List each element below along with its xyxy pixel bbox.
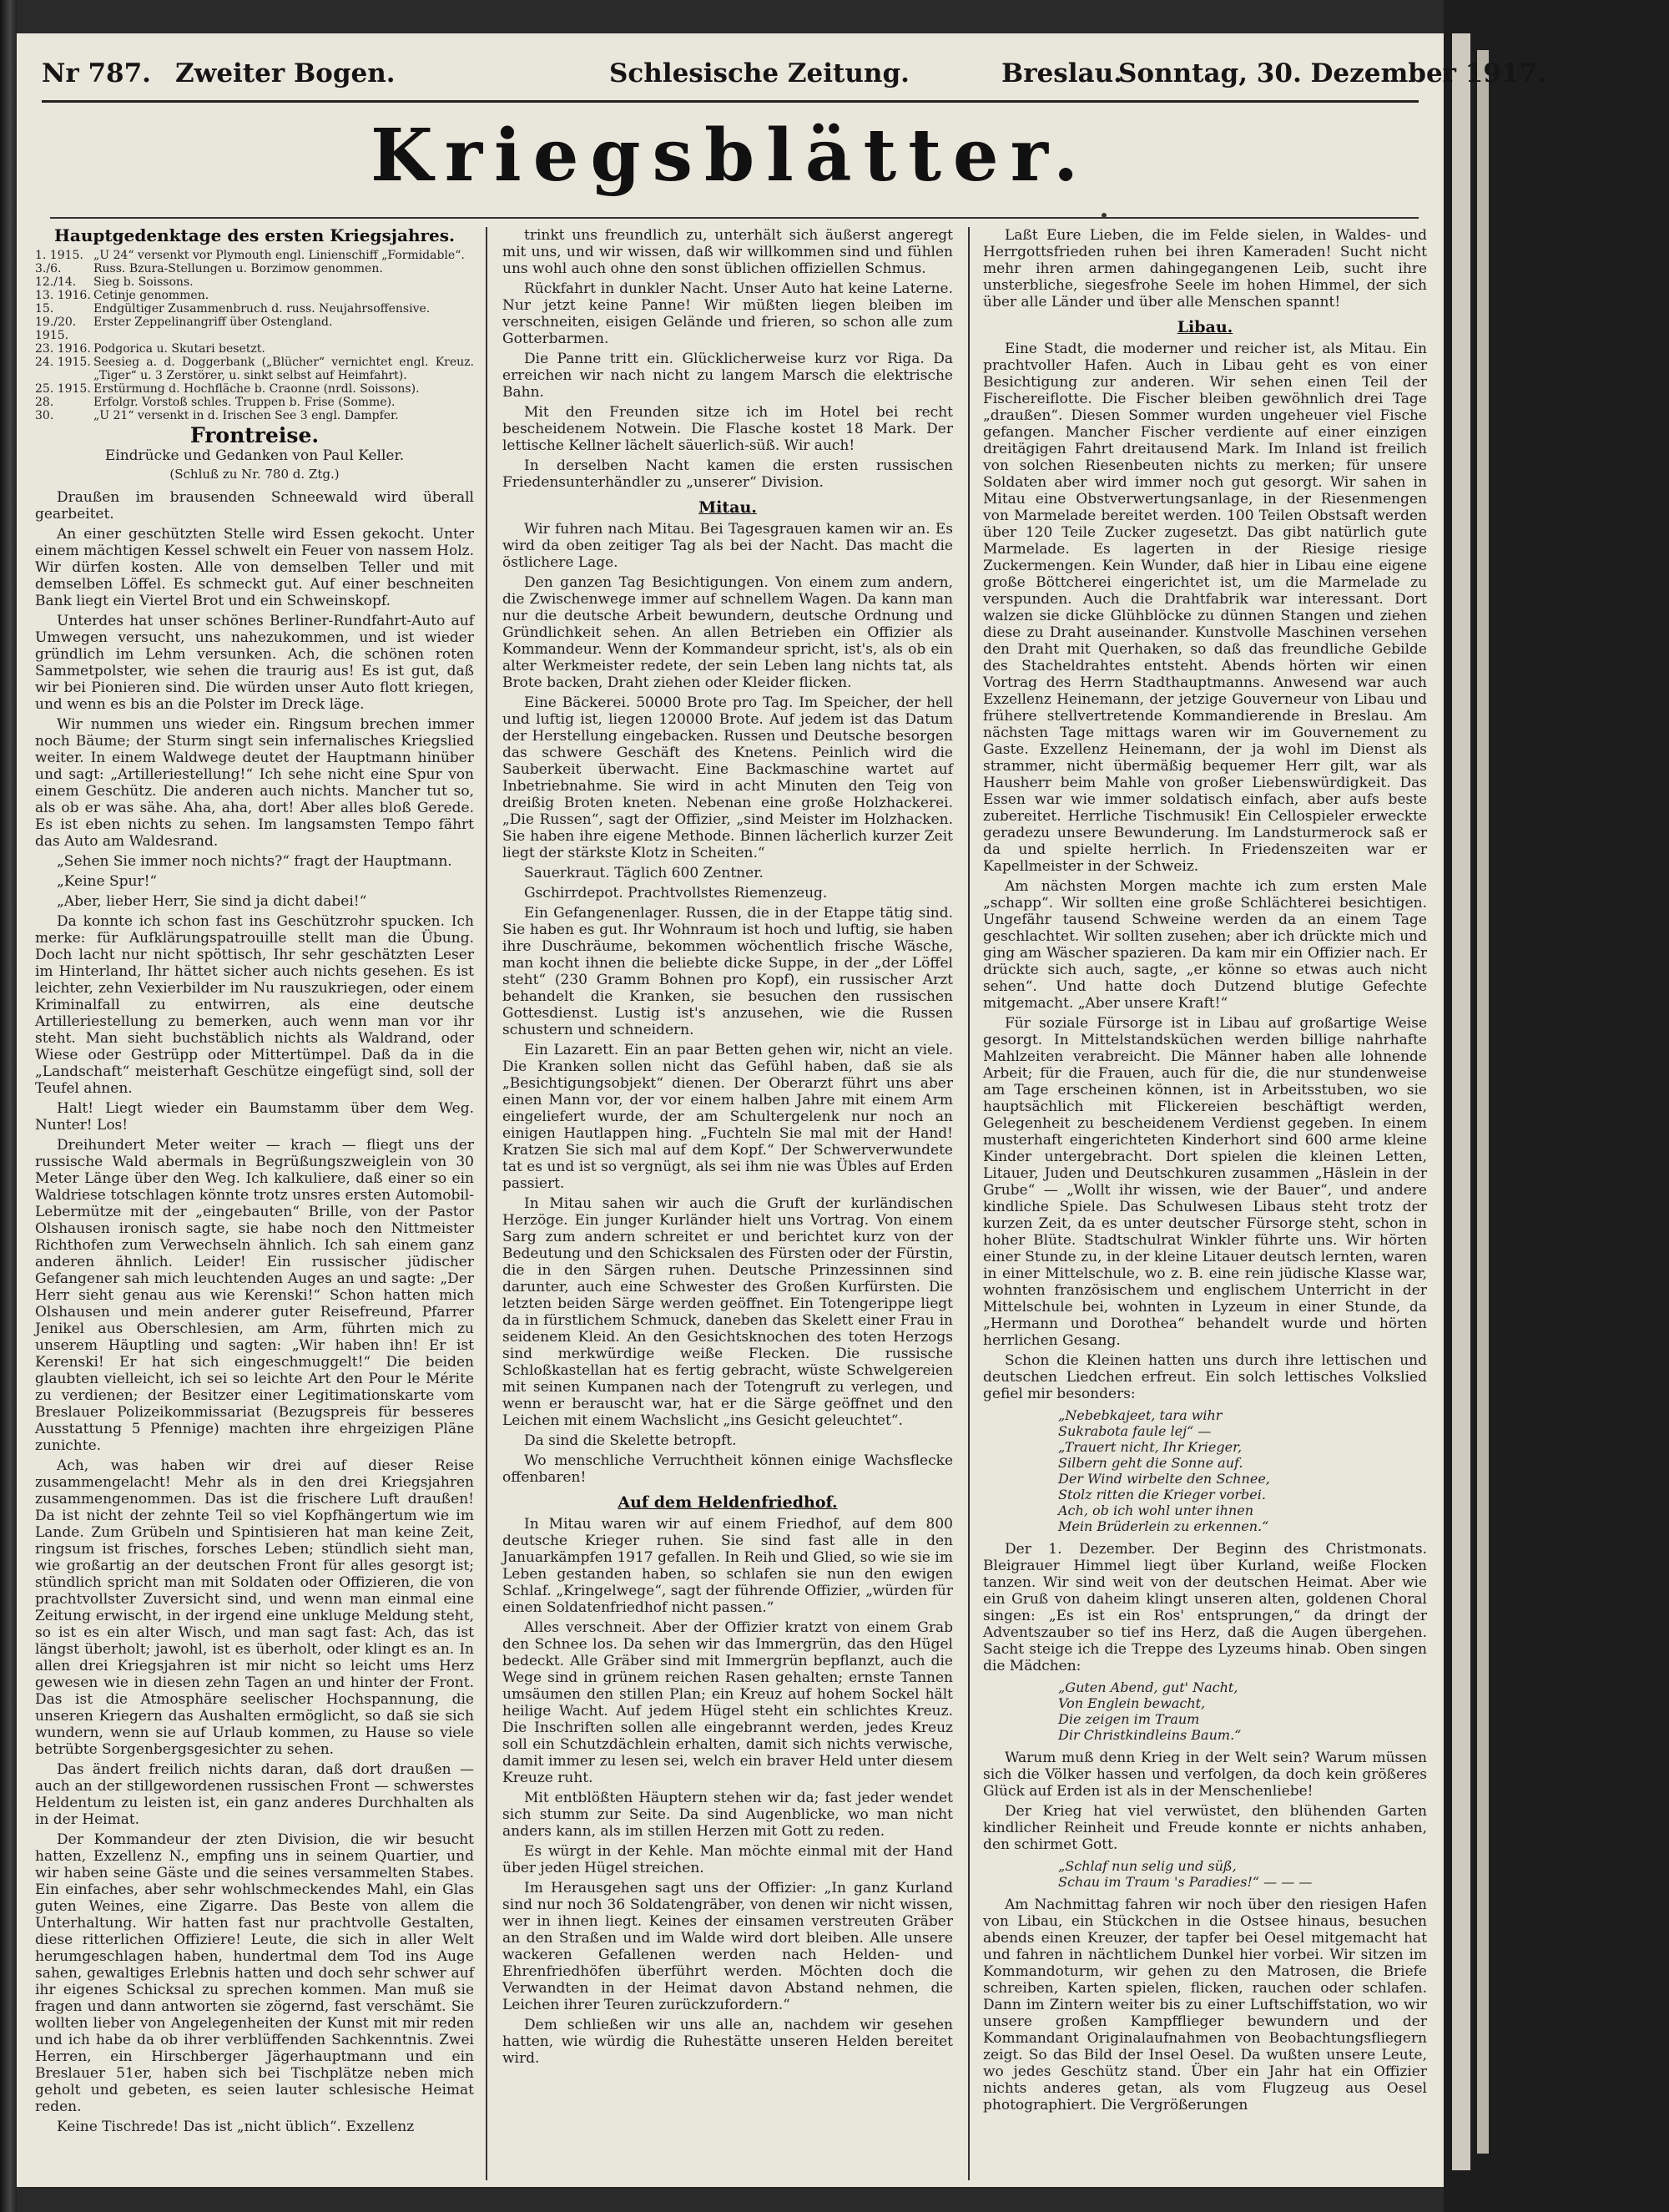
masthead	[42, 40, 1546, 103]
paragraph: Gschirrdepot. Prachtvollstes Riemenzeug.	[524, 885, 828, 901]
paragraph: trinkt uns freundlich zu, unterhält sich äußerst angeregt mit uns, und wir wissen, daß wir willkommen sind und fühlen uns wohl auch ohne den sonst üblichen offiziellen Schmus.	[502, 227, 953, 277]
libau-body	[983, 341, 1427, 1402]
paragraph: Der Krieg hat viel verwüstet, den blühenden Garten kindlicher Reinheit und Freude konnte er nichts anhaben, den schirmet Gott.	[983, 1803, 1427, 1853]
chronicle-row	[35, 342, 474, 356]
paragraph: Am Nachmittag fahren wir noch über den riesigen Hafen von Libau, ein Stückchen in die Ostsee hinaus, besuchen abends einen Kreuzer, der tapfer bei Oesel mitgemacht hat und fahren in nächtlichem Dunkel hier vorbei. Wir sitzen im Kommandoturm, wir gehen zu den Matrosen, die Briefe schreiben, Karten spielen, flicken, rauchen oder schlafen. Dann im Zintern weiter bis zu einer Luftschiffstation, wo wir unsere großen Kampfflieger bewundern und der Kommandant Originalaufnahmen von Beobachtungsfliegern zeigt. So das Bild der Insel Oesel. Da wußten unsere Leute, wo jedes Geschütz stand. Über ein Jahr hat ein Offizier nichts anderes getan, als vom Flugzeug aus Oesel photographiert. Die Vergrößerungen	[983, 1896, 1427, 2114]
chronicle-list	[35, 249, 474, 422]
chronicle-date: 13. 1916.	[35, 289, 91, 302]
paragraph: Laßt Eure Lieben, die im Felde sielen, in Waldes- und Herrgottsfrieden ruhen bei ihren Kameraden! Sucht nicht mehr ihren armen dahingegangenen Leib, sucht ihre unsterbliche, siegesfrohe Seele im hohen Himmel, der sich über alle Länder und über alle Menschen spannt!	[983, 227, 1427, 311]
column-1	[35, 227, 474, 2180]
chronicle-row	[35, 382, 474, 396]
chronicle-date: 23. 1916.	[35, 342, 91, 356]
paragraph: Den ganzen Tag Besichtigungen. Von einem zum andern, die Zwischenwege immer auf schnellem Wagen. Da kann man nur die deutsche Arbeit bewundern, deutsche Ordnung und Gründlichkeit sehen. An allen Betrieben ein Offizier als Kommandeur. Wenn der Kommandeur spricht, ist's, als ob ein alter Werkmeister redete, der sein Leben lang nichts tat, als Brote backen, Draht ziehen oder Kleider flicken.	[502, 574, 953, 691]
article-byline: Eindrücke und Gedanken von Paul Keller.	[104, 447, 405, 464]
chronicle-text: Erfolgr. Vorstoß schles. Truppen b. Frise (Somme).	[93, 396, 396, 409]
paragraph: Wo menschliche Verruchtheit können einige Wachsflecke offenbaren!	[502, 1452, 953, 1486]
chronicle-date: 19./20. 1915.	[35, 316, 77, 342]
chronicle-date: 15.	[35, 302, 54, 316]
chronicle-date: 30.	[35, 409, 54, 422]
paragraph: „Keine Spur!“	[57, 873, 158, 890]
chronicle-row	[35, 396, 474, 409]
paragraph: Eine Stadt, die moderner und reicher ist, als Mitau. Ein prachtvoller Hafen. Auch in Libau geht es von einer Besichtigung zur anderen. Wir sehen einen Teil der Fischereiflotte. Die Fischer bleiben gewöhnlich drei Tage „draußen“. Diesen Sommer wurden ungeheuer viel Fische gefangen. Mancher Fischer verdiente auf einer einzigen dreitägigen Fahrt dreitausend Mark. Im Inland ist freilich von solchen Riesenbeuten nichts zu merken; für unsere Soldaten aber wird immer noch gut gesorgt. Wir sahen in Mitau eine Obstverwertungsanlage, in der Riesenmengen von Marmelade bereitet werden. 100 Teilen Obstsaft werden über 120 Teile Zucker zugesetzt. Das gibt natürlich gute Marmelade. Es lagerten in der Riesige riesige Zuckermengen. Kein Wunder, daß hier in Libau eine eigene große Böttcherei eingerichtet ist, um die Marmelade zu verspunden. Auch die Drahtfabrik war interessant. Dort walzen sie dicke Glühblöcke zu dünnen Stangen und ziehen diese zu Draht auseinander. Kunstvolle Maschinen versehen den Draht mit Querhaken, so daß das freundliche Gebilde des Stacheldrahtes entsteht. Abends hörten wir einen Vortrag des Herrn Stadthauptmanns. Anwesend war auch Exzellenz Heinemann, der jetzige Gouverneur von Libau und frühere stellvertretende Kommandierende in Breslau. Am nächsten Tage mittags waren wir im Gouvernement zu Gaste. Exzellenz Heinemann, der ja wohl im Dienst als strammer, nicht übermäßig bequemer Herr gilt, war als Hausherr beim Mahle von großer Liebenswürdigkeit. Das Essen war wie immer soldatisch einfach, aber aufs beste zubereitet. Herrliche Tischmusik! Ein Cellospieler erweckte geradezu unsere Bewunderung. Im Landsturmerock saß er da und spielte herrlich. In Friedenszeiten war er Kapellmeister in der Schweiz.	[983, 341, 1427, 875]
libau-december	[983, 1541, 1427, 1674]
paragraph: „Sehen Sie immer noch nichts?“ fragt der Hauptmann.	[57, 853, 452, 870]
chronicle-text: „U 24“ versenkt vor Plymouth engl. Linienschiff „Formidable“.	[93, 249, 465, 262]
chronicle-text: Erstürmung d. Hochfläche b. Craonne (nrdl. Soissons).	[93, 382, 420, 396]
paragraph: Dreihundert Meter weiter — krach — fliegt uns der russische Wald abermals in Begrüßungszweiglein von 30 Meter Länge über den Weg. Ich kalkuliere, daß einer so ein Waldriese totschlagen könnte trotz unsres ersten Automobil-Lebermütze mit der „eingebauten“ Brille, von der Pastor Olshausen ironisch sagte, sie habe noch den Nittmeister Richthofen zum Verwechseln ähnlich. Ich sah einem ganz anderen ähnlich. Leider! Ein russischer jüdischer Gefangener sah mich leuchtenden Auges an und sagte: „Der Herr sieht genau aus wie Kerenski!“ Schon hatten mich Olshausen und mein anderer guter Reisefreund, Pfarrer Jenikel aus Oberschlesien, am Arm, führten mich zu unserem Häuptling und sagten: „Wir haben ihn! Er ist Kerenski! Er hat sich eingeschmuggelt!“ Die beiden glaubten vielleicht, ich sei so leichte Art den Pour le Mérite zu verdienen; der Besitzer einer Legitimationskarte vom Breslauer Polizeikommissariat (Bezugspreis für besseres Ausstattung 5 Pfennige) machten ihre ehrgeizigen Pläne zunichte.	[35, 1137, 474, 1454]
book-binding	[0, 0, 17, 2212]
sheet-label: Zweiter Bogen.	[175, 58, 396, 88]
mitau-heading: Mitau.	[698, 498, 757, 517]
section-title: Kriegsblätter.	[370, 114, 1091, 198]
libau-closing	[983, 1896, 1427, 2114]
chronicle-text: Russ. Bzura-Stellungen u. Borzimow genommen.	[93, 262, 383, 275]
column-3-intro	[983, 227, 1427, 311]
chronicle-text: Cetinje genommen.	[93, 289, 209, 302]
chronicle-date: 1. 1915.	[35, 249, 83, 262]
paragraph: Mit den Freunden sitze ich im Hotel bei recht bescheidenem Notwein. Die Flasche kostet 18 Mark. Der lettische Kellner lächelt säuerlich-süß. Wir auch!	[502, 404, 953, 454]
paragraph: Im Herausgehen sagt uns der Offizier: „In ganz Kurland sind nur noch 36 Soldatengräber, von denen wir nicht wissen, wer in ihnen liegt. Keines der einsamen verstreuten Gräber an den Straßen und im Walde wird dort bleiben. Alle unsere wackeren Gefallenen werden nach Helden- und Ehrenfriedhöfen überführt werden. Möchten doch die Verwandten in der Heimat davon Abstand nehmen, die Leichen ihrer Teuren zurückzufordern.“	[502, 1880, 953, 2013]
chronicle-text: Sieg b. Soissons.	[93, 275, 194, 289]
heldenfriedhof-body	[502, 1516, 953, 2067]
paragraph: An einer geschützten Stelle wird Essen gekocht. Unter einem mächtigen Kessel schwelt ein Feuer von nassem Holz. Wir dürfen kosten. Alle von demselben Teller und mit demselben Löffel. Es schmeckt gut. Auf einer beschneiten Bank liegt ein Viertel Brot und ein Schweinskopf.	[35, 526, 474, 609]
paragraph: Am nächsten Morgen machte ich zum ersten Male „schapp“. Wir sollten eine große Schlächterei besichtigen. Ungefähr tausend Schweine werden da an einem Tage geschlachtet. Wir sollten zusehen; aber ich drückte mich und ging am Wäscher spazieren. Da kam mir ein Offizier nach. Er drückte sich auch, sagte, „er könne so etwas auch nicht sehen“. Und hatte doch Dutzend blutige Gefechte mitgemacht. „Aber unsere Kraft!“	[983, 878, 1427, 1012]
paragraph: Für soziale Fürsorge ist in Libau auf großartige Weise gesorgt. In Mittelstandsküchen werden billige nahrhafte Mahlzeiten verabreicht. Die Männer haben alle lohnende Arbeit; für die Frauen, auch für die, die nur stundenweise am Tage erscheinen können, ist in Arbeitsstuben, wo sie hauptsächlich mit Flickereien beschäftigt werden, Gelegenheit zu bescheidenem Verdienst gegeben. In einem musterhaft eingerichteten Kinderhort sind 600 arme kleine Kinder untergebracht. Dort spielen die kleinen Letten, Litauer, Juden und Deutschkuren zusammen „Häslein in der Grube“ — „Wollt ihr wissen, wie der Bauer“, und andere kindliche Spiele. Das Schulwesen Libaus steht trotz der kurzen Zeit, da es unter deutscher Fürsorge steht, schon in hoher Blüte. Stadtschulrat Winkler führte uns. Wir hörten einer Stunde zu, in der kleine Litauer deutsch lernten, waren in einer Mittelschule, wo z. B. eine rein jüdische Klasse war, wohnten französischem und englischem Unterricht in der Mittelschule bei, wohnten in Lyzeum in einer Stunde, da „Hermann und Dorothea“ behandelt wurde und hörten herrlichen Gesang.	[983, 1015, 1427, 1349]
poem-line: Ach, ob ich wohl unter ihnen	[1058, 1502, 1253, 1518]
chronicle-date: 25. 1915.	[35, 382, 91, 396]
column-3	[983, 227, 1427, 2180]
paragraph: Da sind die Skelette betropft.	[524, 1432, 737, 1449]
paragraph: Keine Tischrede! Das ist „nicht üblich“. Exzellenz	[57, 2119, 415, 2135]
column-rule	[486, 227, 487, 2180]
libau-reflection	[983, 1750, 1427, 1853]
poem-line: „Guten Abend, gut' Nacht,	[1058, 1679, 1238, 1695]
paragraph: In derselben Nacht kamen die ersten russischen Friedensunterhändler zu „unserer“ Division.	[502, 457, 953, 491]
poem-line: Der Wind wirbelte den Schnee,	[1058, 1471, 1270, 1487]
issue-number: Nr 787.	[42, 58, 151, 88]
chronicle-date: 3./6.	[35, 262, 62, 275]
paragraph: Ein Gefangenenlager. Russen, die in der Etappe tätig sind. Sie haben es gut. Ihr Wohnraum ist hoch und luftig, sie haben ihre Duschräume, bekommen wöchentlich frische Wäsche, man kocht ihnen die beliebte dicke Suppe, in der „der Löffel steht“ (230 Gramm Bohnen pro Kopf), ein russischer Arzt behandelt die Kranken, sie besuchen den russischen Gottesdienst. Lustig ist's anzusehen, wie die Russen schustern und schneidern.	[502, 905, 953, 1038]
poem-line: Die zeigen im Traum	[1058, 1711, 1200, 1727]
chronicle-row	[35, 316, 474, 342]
chronicle-row	[35, 275, 474, 289]
paragraph: Mit entblößten Häuptern stehen wir da; fast jeder wendet sich stumm zur Seite. Da sind Augenblicke, wo man nicht anders kann, als im stillen Herzen mit Gott zu reden.	[502, 1790, 953, 1840]
poem-line: Sukrabota faule lej“ —	[1058, 1423, 1212, 1439]
paragraph: Draußen im brausenden Schneewald wird überall gearbeitet.	[35, 489, 474, 523]
heldenfriedhof-heading: Auf dem Heldenfriedhof.	[618, 1493, 838, 1512]
poem-line: Dir Christkindleins Baum.“	[1058, 1727, 1242, 1743]
chronicle-date: 24. 1915.	[35, 356, 91, 369]
poem-lullaby	[1058, 1679, 1427, 1743]
chronicle-row	[35, 356, 474, 382]
paragraph: Unterdes hat unser schönes Berliner-Rundfahrt-Auto auf Umwegen versucht, uns nahezukommen, und ist wieder gründlich im Lehm versunken. Ach, die schönen roten Sammetpolster, wie sehen die traurig aus! Es ist gut, daß wir bei Pionieren sind. Die würden unser Auto flott kriegen, und wenn es bis an die Polster im Dreck läge.	[35, 613, 474, 713]
page-edge	[1452, 33, 1470, 2170]
poem-line: Mein Brüderlein zu erkennen.“	[1058, 1518, 1269, 1534]
chronicle-date: 28.	[35, 396, 54, 409]
poem-line: Schau im Traum 's Paradies!“ — — —	[1058, 1874, 1313, 1890]
poem-line: Silbern geht die Sonne auf.	[1058, 1455, 1243, 1471]
column-1-body	[35, 489, 474, 2135]
chronicle-text: Podgorica u. Skutari besetzt.	[93, 342, 265, 356]
poem-line: Von Englein bewacht,	[1058, 1695, 1206, 1711]
issue-date: Sonntag, 30. Dezember 1917.	[1118, 58, 1546, 88]
chronicle-row	[35, 262, 474, 275]
paragraph: Wir nummen uns wieder ein. Ringsum brechen immer noch Bäume; der Sturm singt sein infernalisches Kriegslied weiter. In einem Waldwege deutet der Hauptmann hinüber und sagt: „Artilleriestellung!“ Ich sehe nicht eine Spur von einem Geschütz. Die anderen auch nichts. Mancher tut so, als ob er was sähe. Aha, aha, dort! Aber alles bloß Gerede. Es ist eben nichts zu sehen. Im langsamsten Tempo fährt das Auto am Waldesrand.	[35, 716, 474, 850]
poem-line: „Trauert nicht, Ihr Krieger,	[1058, 1439, 1243, 1455]
libau-heading: Libau.	[1177, 318, 1233, 336]
paragraph: Warum muß denn Krieg in der Welt sein? Warum müssen sich die Völker hassen und verfolgen, da doch kein größeres Glück auf Erden ist als in der Menschenliebe!	[983, 1750, 1427, 1800]
article-heading: Frontreise.	[189, 423, 320, 447]
chronicle-date: 12./14.	[35, 275, 77, 289]
paragraph: Es würgt in der Kehle. Man möchte einmal mit der Hand über jeden Hügel streichen.	[502, 1843, 953, 1876]
paragraph: Der 1. Dezember. Der Beginn des Christmonats. Bleigrauer Himmel liegt über Kurland, weiße Flocken tanzen. Wir sind weit von der deutschen Heimat. Aber wie ein Gruß von daheim klingt unseren alten, goldenen Choral singen: „Es ist ein Ros' entsprungen,“ da dringt der Adventszauber so tief ins Herz, daß die Augen übergehen. Sacht steige ich die Treppe des Lyzeums hinab. Oben singen die Mädchen:	[983, 1541, 1427, 1674]
chronicle-text: „U 21“ versenkt in d. Irischen See 3 engl. Dampfer.	[93, 409, 399, 422]
chronicle-row	[35, 409, 474, 422]
title-rule	[50, 217, 1419, 219]
chronicle-text: Seesieg a. d. Doggerbank („Blücher“ vernichtet engl. Kreuz. „Tiger“ u. 3 Zerstörer, u. sinkt selbst auf Heimfahrt).	[93, 356, 474, 382]
chronicle-row	[35, 289, 474, 302]
newspaper-name: Schlesische Zeitung.	[609, 58, 910, 88]
paragraph: Da konnte ich schon fast ins Geschützrohr spucken. Ich merke: für Aufklärungspatrouille stellt man die Übung. Doch lacht nur nicht spöttisch, Ihr sehr geschätzten Leser im Hinterland, Ihr hättet sicher auch nichts gesehen. Es ist leichter, zehn Vexierbilder im Nu rauszukriegen, oder einem Kriminalfall zu entwirren, als eine deutsche Artilleriestellung zu bemerken, auch wenn man vor ihr steht. Man sieht buchstäblich nichts als Waldrand, oder Wiese oder Gestrüpp oder Mittertümpel. Daß da in die „Landschaft“ meisterhaft Geschütze eingefügt sind, soll der Teufel ahnen.	[35, 913, 474, 1097]
paragraph: Ein Lazarett. Ein an paar Betten gehen wir, nicht an viele. Die Kranken sollen nicht das Gefühl haben, daß sie als „Besichtigungsobjekt“ dienen. Der Oberarzt führt uns aber einen Mann vor, der vor einem halben Jahre mit einem Arm eingeliefert wurde, der am Schultergelenk nur noch an einigen Hautlappen hing. „Fuchteln Sie mal mit der Hand! Kratzen Sie sich mal auf dem Kopf.“ Der Schwerverwundete tat es und ist so vergnügt, als sei ihm nie was Übles auf Erden passiert.	[502, 1042, 953, 1192]
chronicle-row	[35, 249, 474, 262]
poem-closing	[1058, 1858, 1427, 1890]
paragraph: In Mitau sahen wir auch die Gruft der kurländischen Herzöge. Ein junger Kurländer hielt uns Vortrag. Von einem Sarg zum andern schreitet er und berichtet kurz von der Bedeutung und den Schicksalen des Fürsten oder der Fürstin, die in den Särgen ruhen. Deutsche Prinzessinnen sind darunter, auch eine Schwester des Großen Kurfürsten. Die letzten beiden Särge werden geöffnet. Ein Totengerippe liegt da in fürstlichem Schmuck, daneben das Skelett einer Frau in seidenem Kleid. An den Gesichtsknochen des toten Herzogs sind merkwürdige weiße Flecken. Die russische Schloßkastellan hat es fertig gebracht, wüste Schwelgereien mit seinen Kumpanen nach der Totengruft zu verlegen, und wenn er berauscht war, hat er die Särge geöffnet und den Leichen mit einem Wachslicht „ins Gesicht geleuchtet“.	[502, 1195, 953, 1429]
paragraph: „Aber, lieber Herr, Sie sind ja dicht dabei!“	[57, 893, 367, 910]
newspaper-page	[17, 33, 1546, 2187]
chronicle-text: Erster Zeppelinangriff über Ostengland.	[93, 316, 333, 329]
place: Breslau.	[1001, 58, 1122, 88]
paragraph: Das ändert freilich nichts daran, daß dort draußen — auch an der stillgewordenen russischen Front — schwerstes Heldentum zu leisten ist, ein ganz anderes Durchhalten als in der Heimat.	[35, 1761, 474, 1828]
paragraph: Schon die Kleinen hatten uns durch ihre lettischen und deutschen Liedchen erfreut. Ein solch lettisches Volkslied gefiel mir besonders:	[983, 1352, 1427, 1402]
poem-lettish	[1058, 1407, 1427, 1534]
chronicle-text: Endgültiger Zusammenbruch d. russ. Neujahrsoffensive.	[93, 302, 431, 316]
page-edge-inner	[1477, 50, 1489, 2154]
paragraph: Rückfahrt in dunkler Nacht. Unser Auto hat keine Laterne. Nur jetzt keine Panne! Wir müßten liegen bleiben im verschneiten, eisigen Gelände und frieren, so schon alle zum Gotterbarmen.	[502, 280, 953, 347]
article-note: (Schluß zu Nr. 780 d. Ztg.)	[169, 467, 340, 482]
column-rule	[968, 227, 970, 2180]
mitau-body	[502, 521, 953, 1486]
chronicle-heading: Hauptgedenktage des ersten Kriegsjahres.	[54, 225, 455, 245]
paragraph: Alles verschneit. Aber der Offizier kratzt von einem Grab den Schnee los. Da sehen wir das Immergrün, das den Hügel bedeckt. Alle Gräber sind mit Immergrün bepflanzt, auch die Wege sind in grünem reichen Rasen gehalten; ernste Tannen umsäumen den stillen Plan; ein Kreuz auf hohem Sockel hält heilige Wacht. Auf jedem Hügel steht ein schlichtes Kreuz. Die Inschriften sollen alle eingebrannt werden, jedes Kreuz soll ein Schutzdächlein erhalten, damit sich nichts verwische, damit immer zu lesen sei, welch ein braver Held unter diesem Kreuze ruht.	[502, 1619, 953, 1786]
column-2-body	[502, 227, 953, 491]
chronicle-row	[35, 302, 474, 316]
paragraph: Wir fuhren nach Mitau. Bei Tagesgrauen kamen wir an. Es wird da oben zeitiger Tag als bei der Nacht. Das macht die östlichere Lage.	[502, 521, 953, 571]
column-2	[502, 227, 953, 2180]
paragraph: Die Panne tritt ein. Glücklicherweise kurz vor Riga. Da erreichen wir nach nicht zu langem Marsch die elektrische Bahn.	[502, 351, 953, 401]
poem-line: Stolz ritten die Krieger vorbei.	[1058, 1487, 1266, 1502]
paragraph: Der Kommandeur der zten Division, die wir besucht hatten, Exzellenz N., empfing uns in seinem Quartier, und wir haben seine Gäste und die seines versammelten Stabes. Ein einfaches, aber sehr wohlschmeckendes Mahl, ein Glas guten Weines, eine Zigarre. Das Beste von allem die Unterhaltung. Wir hatten fast nur prachtvolle Gestalten, diese ritterlichen Offiziere! Leute, die sich in aller Welt herumgeschlagen haben, hundertmal dem Tod ins Auge sahen, gewaltiges Erlebnis hatten und doch sehr schwer auf ihr eigenes Schicksal zu sprechen kommen. Man muß sie fragen und dann antworten sie zögernd, fast verschämt. Sie wollten lieber von Angelegenheiten der Kunst mit mir reden und ich habe da ob ihrer verblüffenden Sachkenntnis. Zwei Herren, ein Hirschberger Jägerhauptmann und ein Breslauer 51er, haben sich bei Tischplätze neben mich geholt und gebeten, es seien lauter schlesische Heimat reden.	[35, 1831, 474, 2115]
poem-line: „Nebebkajeet, tara wihr	[1058, 1407, 1223, 1423]
paragraph: Sauerkraut. Täglich 600 Zentner.	[524, 865, 764, 881]
paragraph: Ach, was haben wir drei auf dieser Reise zusammengelacht! Mehr als in den drei Kriegsjahren zusammengenommen. Das ist die frischere Luft draußen! Da ist nicht der zehnte Teil so viel Kopfhängertum wie im Lande. Zum Grübeln und Spintisieren hat man keine Zeit, ringsum ist frisches, forsches Leben; stündlich sieht man, wie großartig an der deutschen Front für alles gesorgt ist; stündlich spricht man mit Soldaten oder Offizieren, die von prachtvollster Zuversicht sind, und wenn man einmal eine Zeitung erwischt, in der irgend eine unkluge Meldung steht, so ist es ein alter Wisch, und man sagt fast: Ach, das ist längst überholt; jawohl, ist es überholt, oder klingt es an. In allen drei Kriegsjahren ist mir nicht so leicht ums Herz gewesen wie in diesen zehn Tagen an und hinter der Front. Das ist die Atmosphäre seelischer Hochspannung, die unseren Kriegern das Aushalten ermöglicht, so daß sie sich wundern, wenn sie auf Urlaub kommen, zu Hause so viele betrübte Sorgenbergsgesichter zu sehen.	[35, 1457, 474, 1758]
paragraph: Dem schließen wir uns alle an, nachdem wir gesehen hatten, wie würdig die Ruhestätte unseren Helden bereitet wird.	[502, 2017, 953, 2067]
poem-line: „Schlaf nun selig und süß,	[1058, 1858, 1237, 1874]
paragraph: In Mitau waren wir auf einem Friedhof, auf dem 800 deutsche Krieger ruhen. Sie sind fast alle in den Januarkämpfen 1917 gefallen. In Reih und Glied, so wie sie im Leben gestanden haben, so schlafen sie nun den ewigen Schlaf. „Kringelwege“, sagt der führende Offizier, „würden für einen Soldatenfriedhof nicht passen.“	[502, 1516, 953, 1616]
paragraph: Eine Bäckerei. 50000 Brote pro Tag. Im Speicher, der hell und luftig ist, liegen 120000 Brote. Auf jedem ist das Datum der Herstellung eingebacken. Russen und Deutsche besorgen das schwere Geschäft des Knetens. Peinlich wird die Sauberkeit überwacht. Eine Backmaschine wartet auf Inbetriebnahme. Sie wird in acht Minuten den Teig von dreißig Broten kneten. Nebenan eine große Holzhackerei. „Die Russen“, sagt der Offizier, „sind Meister im Holzhacken. Sie haben ihre eigene Methode. Binnen lächerlich kurzer Zeit liegt der stärkste Klotz in Scheiten.“	[502, 694, 953, 861]
paragraph: Halt! Liegt wieder ein Baumstamm über dem Weg. Nunter! Los!	[35, 1100, 474, 1134]
